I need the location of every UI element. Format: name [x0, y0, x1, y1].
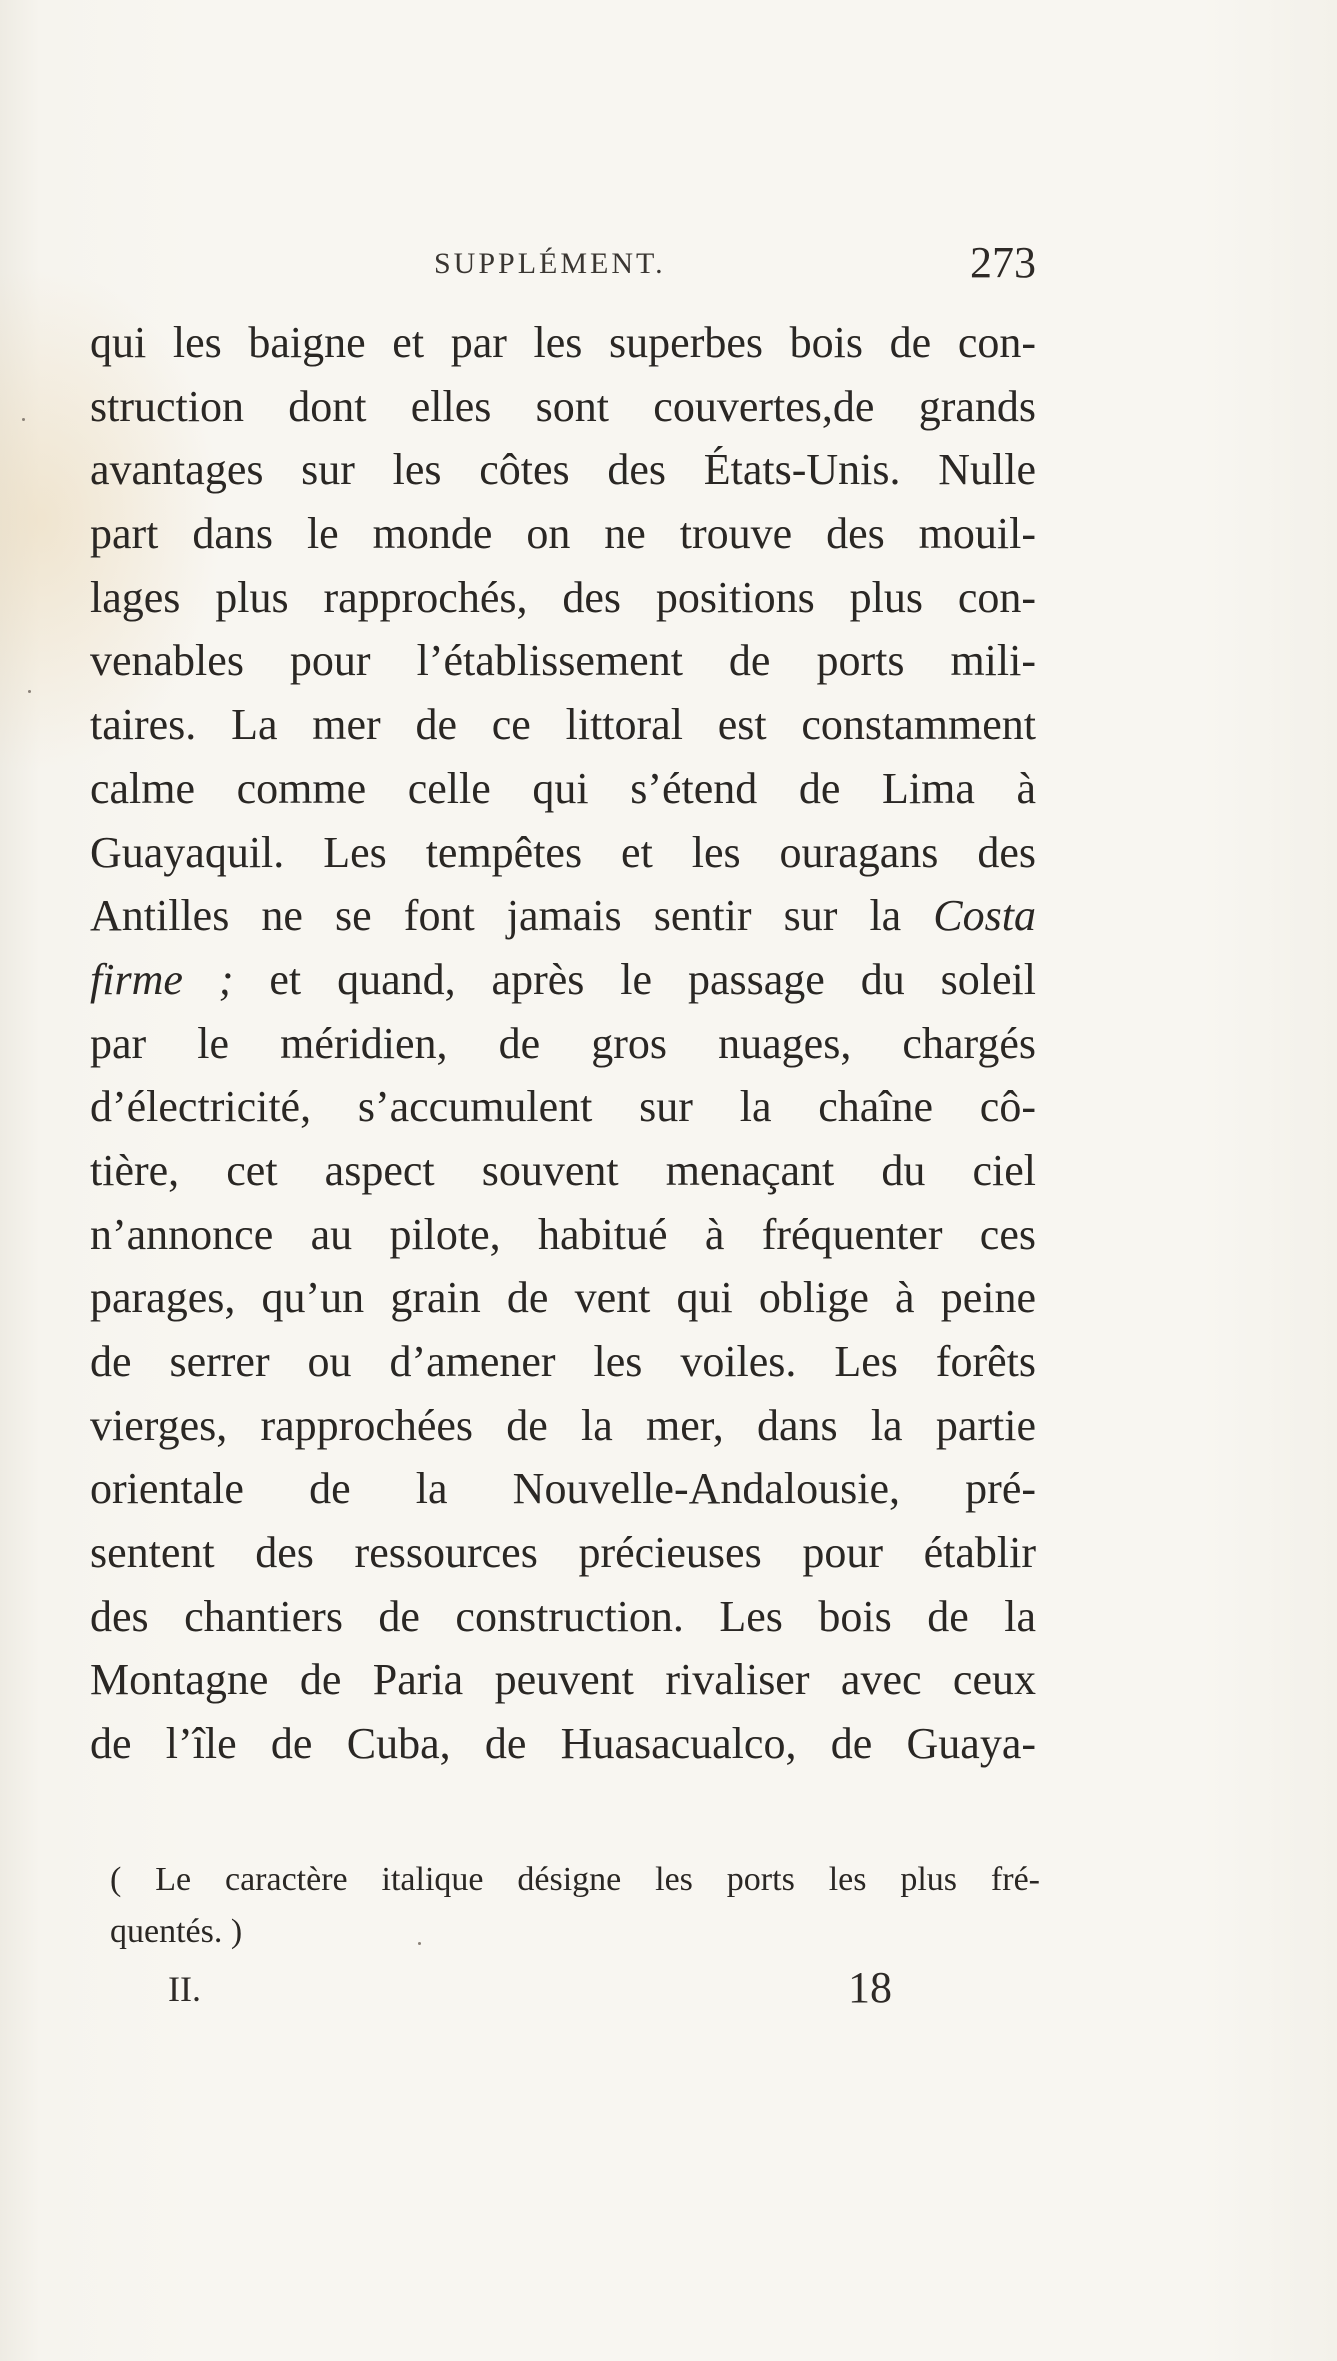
- text-line: parages, qu’un grain de vent qui oblige à peine: [90, 1273, 1036, 1323]
- text-line: part dans le monde on ne trouve des mouil-: [90, 509, 1036, 559]
- text-line: des chantiers de construction. Les bois de la: [90, 1591, 1036, 1641]
- paper-speck: [22, 418, 25, 421]
- italic-costa: Costa: [933, 891, 1036, 941]
- text-line-firme: [90, 948, 1036, 1012]
- text-line: lages plus rapprochés, des positions plus con-: [90, 572, 1036, 622]
- italic-firme: firme ;: [90, 954, 234, 1004]
- text-line: Montagne de Paria peuvent rivaliser avec ceux: [90, 1655, 1036, 1705]
- sheet-signature: 18: [848, 1963, 892, 2012]
- page-number: 273: [970, 238, 1036, 287]
- text-line: par le méridien, de gros nuages, chargés: [90, 1018, 1036, 1068]
- text-line: d’électricité, s’accumulent sur la chaîne cô-: [90, 1082, 1036, 1132]
- text-line: venables pour l’établissement de ports mili-: [90, 636, 1036, 686]
- text-line: tière, cet aspect souvent menaçant du ciel: [90, 1145, 1036, 1195]
- body-text: [90, 311, 1036, 1776]
- footnote-line: quentés. ): [110, 1913, 243, 1950]
- text-line: avantages sur les côtes des États-Unis. Nulle: [90, 445, 1036, 495]
- volume-signature: II.: [168, 1969, 201, 2009]
- text-line: de l’île de Cuba, de Huasacualco, de Guaya-: [90, 1719, 1036, 1769]
- running-head: SUPPLÉMENT.: [434, 247, 666, 280]
- text-roman: Antilles ne se font jamais sentir sur la: [90, 891, 934, 941]
- footnote: [110, 1854, 1040, 1958]
- paper-speck: [418, 1942, 421, 1945]
- paper-speck: [28, 690, 31, 693]
- page-header: [90, 238, 1036, 293]
- text-line: calme comme celle qui s’étend de Lima à: [90, 763, 1036, 813]
- text-line: qui les baigne et par les superbes bois de con-: [90, 318, 1036, 367]
- text-line: n’annonce au pilote, habitué à fréquenter ces: [90, 1209, 1036, 1259]
- footnote-line: ( Le caractère italique désigne les ports les plus fré-: [110, 1861, 1040, 1898]
- text-line-costa: [90, 884, 1036, 948]
- text-line: sentent des ressources précieuses pour établir: [90, 1528, 1036, 1578]
- text-line: vierges, rapprochées de la mer, dans la partie: [90, 1400, 1036, 1450]
- text-line: struction dont elles sont couvertes,de grands: [90, 381, 1036, 431]
- text-line: taires. La mer de ce littoral est constamment: [90, 700, 1036, 750]
- text-line: orientale de la Nouvelle-Andalousie, pré-: [90, 1464, 1036, 1514]
- text-line: de serrer ou d’amener les voiles. Les forêts: [90, 1337, 1036, 1386]
- text-roman: et quand, après le passage du soleil: [233, 954, 1036, 1004]
- text-line: Guayaquil. Les tempêtes et les ouragans des: [90, 827, 1036, 877]
